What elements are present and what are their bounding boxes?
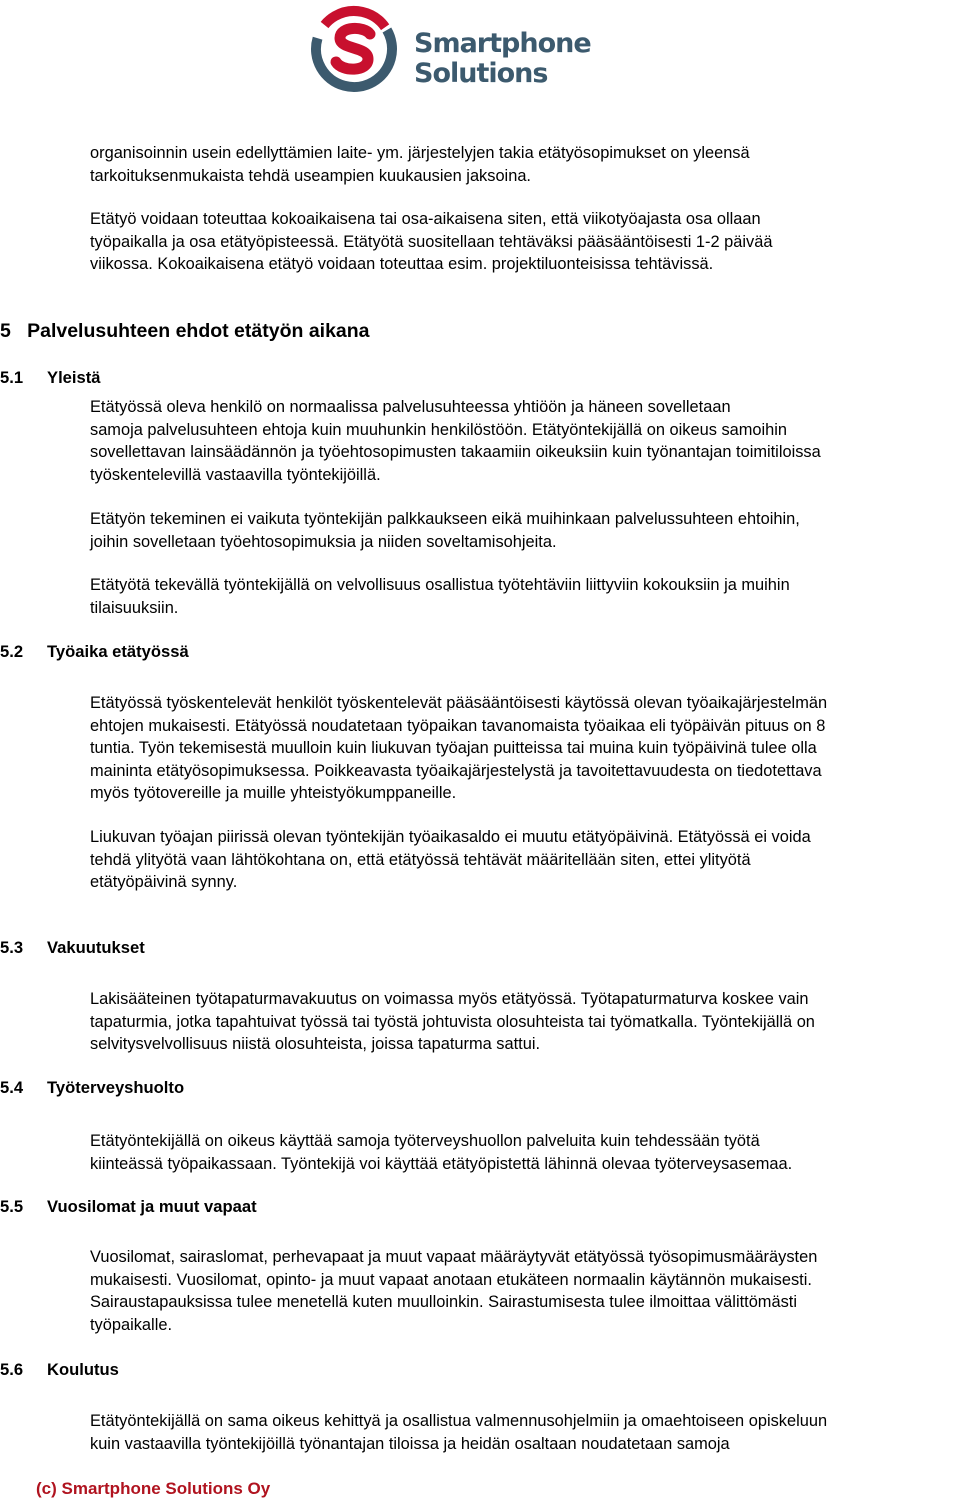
section-5-2-paragraph-2: Liukuvan työajan piirissä olevan työntekijän työaikasaldo ei muutu etätyöpäivinä. Etätyössä ei voida tehdä ylityötä vaan lähtökohtana on, että etätyössä tehtävät määritellään siten, ettei ylityötä etätyöpäivinä synny.: [90, 828, 811, 891]
subsection-title: Vakuutukset: [47, 938, 145, 957]
subsection-title: Vuosilomat ja muut vapaat: [47, 1197, 257, 1216]
section-heading-5: 5 Palvelusuhteen ehdot etätyön aikana: [0, 320, 370, 342]
subsection-title: Koulutus: [47, 1360, 119, 1379]
footer-copyright: (c) Smartphone Solutions Oy: [36, 1479, 271, 1498]
company-logo: [306, 4, 596, 94]
subsection-title: Työaika etätyössä: [47, 642, 189, 661]
section-5-5-paragraph-1: Vuosilomat, sairaslomat, perhevapaat ja muut vapaat määräytyvät etätyössä työsopimusmääräysten mukaisesti. Vuosilomat, opinto- ja muut vapaat anotaan etukäteen normaalin käytännön mukaisesti. Sairaustapauksissa tulee menetellä kuten muulloinkin. Sairastumisesta tulee ilmoittaa välittömästi työpaikalle.: [90, 1248, 818, 1334]
section-5-1-paragraph-3: Etätyötä tekevällä työntekijällä on velvollisuus osallistua työtehtäviin liittyviin kokouksiin ja muihin tilaisuuksiin.: [90, 576, 790, 617]
subsection-number: 5.2: [0, 642, 24, 661]
logo-text-line1: Smartphone: [414, 28, 591, 59]
section-5-1-paragraph-1: Etätyössä oleva henkilö on normaalissa palvelusuhteessa yhtiöön ja häneen sovelletaan samoja palvelusuhteen ehtoja kuin muuhunkin henkilöstöön. Etätyöntekijällä on oikeus samoihin sovellettavan lainsäädännön ja työehtosopimusten takaamiin oikeuksiin kuin työnantajan toimitiloissa työskentelevillä vastaavilla työntekijöillä.: [90, 398, 821, 484]
subsection-number: 5.1: [0, 368, 24, 387]
subsection-number: 5.6: [0, 1360, 24, 1379]
subsection-heading-5-3: [0, 938, 145, 958]
subsection-number: 5.5: [0, 1197, 24, 1216]
section-5-1-paragraph-2: Etätyön tekeminen ei vaikuta työntekijän palkkaukseen eikä muihinkaan palvelussuhteen ehtoihin, joihin sovelletaan työehtosopimuksia ja niiden soveltamisohjeita.: [90, 510, 800, 551]
subsection-heading-5-6: [0, 1360, 119, 1380]
logo-mark-icon: [306, 4, 406, 94]
intro-paragraph-2: Etätyö voidaan toteuttaa kokoaikaisena tai osa-aikaisena siten, että viikotyöajasta osa ollaan työpaikalla ja osa etätyöpisteessä. Etätyötä suositellaan tehtäväksi pääsääntöisesti 1-2 päivää viikossa. Kokoaikaisena etätyö voidaan toteuttaa esim. projektiluonteisissa tehtävissä.: [90, 210, 773, 273]
subsection-title: Työterveyshuolto: [47, 1078, 185, 1097]
logo-text-line2: Solutions: [414, 58, 548, 89]
section-5-3-paragraph-1: Lakisääteinen työtapaturmavakuutus on voimassa myös etätyössä. Työtapaturmaturva koskee vain tapaturmia, jotka tapahtuivat työssä tai työstä johtuvista olosuhteista tai työmatkalla. Työntekijällä on selvitysvelvollisuus niistä olosuhteista, joissa tapaturma sattui.: [90, 990, 815, 1053]
subsection-number: 5.3: [0, 938, 24, 957]
subsection-title: Yleistä: [47, 368, 101, 387]
subsection-number: 5.4: [0, 1078, 24, 1097]
subsection-heading-5-2: [0, 642, 189, 662]
section-5-2-paragraph-1: Etätyössä työskentelevät henkilöt työskentelevät pääsääntöisesti käytössä olevan työaikajärjestelmän ehtojen mukaisesti. Etätyössä noudatetaan työpaikan tavanomaista työaikaa eli työpäivän pituus on 8 tuntia. Työn tekemisestä muulloin kuin liukuvan työajan puitteissa tai muina kuin työpäivinä tulee olla maininta etätyösopimuksessa. Poikkeavasta työaikajärjestelystä ja tavoitettavuudesta on tiedotettava myös työtovereille ja muille yhteistyökumppaneille.: [90, 694, 828, 802]
section-5-6-paragraph-1: Etätyöntekijällä on sama oikeus kehittyä ja osallistua valmennusohjelmiin ja omaehtoiseen opiskeluun kuin vastaavilla työntekijöillä työnantajan tiloissa ja heidän osaltaan noudatetaan samoja: [90, 1412, 828, 1453]
subsection-heading-5-5: [0, 1197, 257, 1217]
subsection-heading-5-1: [0, 368, 101, 388]
intro-paragraph-1: organisoinnin usein edellyttämien laite- ym. järjestelyjen takia etätyösopimukset on yleensä tarkoituksenmukaista tehdä useampien kuukausien jaksoina.: [90, 144, 750, 185]
section-5-4-paragraph-1: Etätyöntekijällä on oikeus käyttää samoja työterveyshuollon palveluita kuin tehdessään työtä kiinteässä työpaikassaan. Työntekijä voi käyttää etätyöpistettä lähinnä olevaa työterveysasemaa.: [90, 1132, 793, 1173]
subsection-heading-5-4: [0, 1078, 184, 1098]
